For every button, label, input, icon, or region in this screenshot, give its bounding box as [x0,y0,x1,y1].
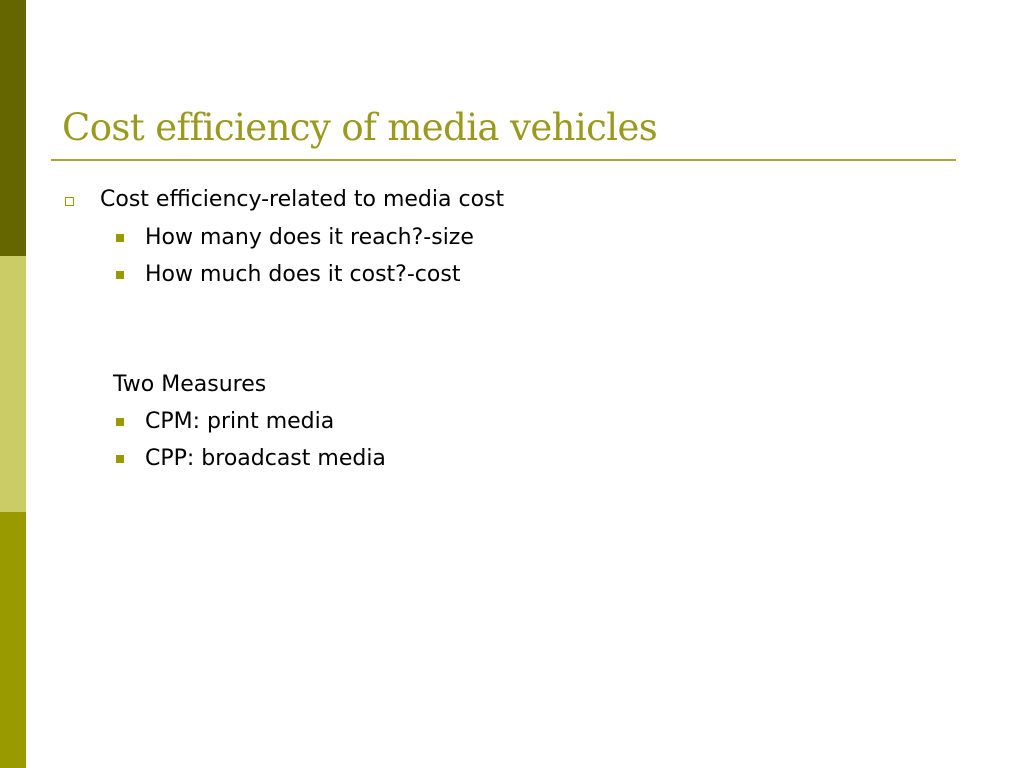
sub-bullet-text: How much does it cost?-cost [145,262,461,287]
square-bullet-icon [116,234,124,242]
measure-bullet-text: CPM: print media [145,409,335,434]
accent-bar-top-segment [0,0,26,256]
main-bullet-text: Cost efficiency-related to media cost [100,187,505,212]
slide-title: Cost efficiency of media vehicles [62,106,658,149]
sub-bullet-text: How many does it reach?-size [145,225,474,250]
accent-bar-middle-segment [0,256,26,512]
square-bullet-icon [116,455,124,463]
measures-heading: Two Measures [113,372,267,397]
square-bullet-icon [116,418,124,426]
hollow-square-bullet-icon [65,197,74,206]
left-accent-bar [0,0,26,768]
title-underline-rule [51,159,956,161]
measure-bullet-text: CPP: broadcast media [145,446,386,471]
accent-bar-bottom-segment [0,512,26,768]
square-bullet-icon [116,271,124,279]
